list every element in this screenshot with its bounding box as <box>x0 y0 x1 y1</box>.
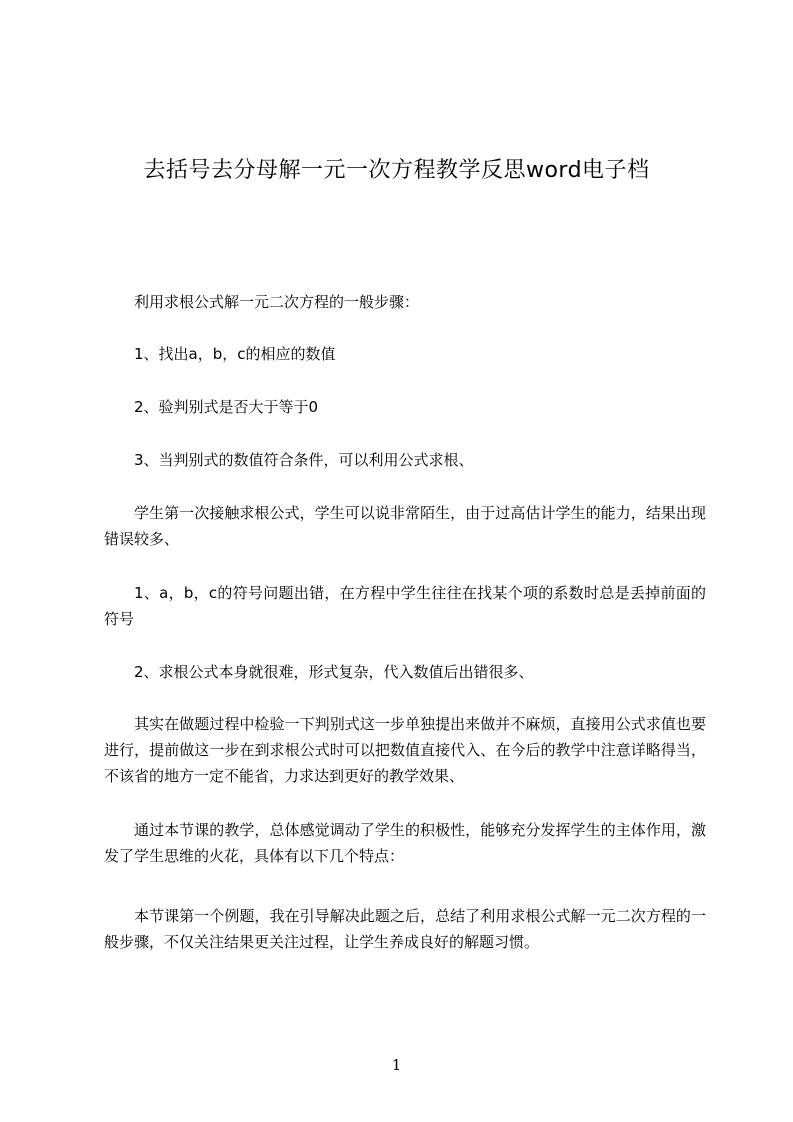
paragraph-error-1: 1、a，b，c的符号问题出错，在方程中学生往往在找某个项的系数时总是丢掉前面的符号 <box>104 584 706 628</box>
paragraph-lesson-summary: 通过本节课的教学，总体感觉调动了学生的积极性，能够充分发挥学生的主体作用，激发了学生思维的火花，具体有以下几个特点： <box>104 821 706 865</box>
paragraph-step-1: 1、找出a，b，c的相应的数值 <box>134 345 336 363</box>
document-title: 去括号去分母解一元一次方程教学反思word电子档 <box>143 157 650 183</box>
paragraph-discriminant-check: 其实在做题过程中检验一下判别式这一步单独提出来做并不麻烦，直接用公式求值也要进行，提前做这一步在到求根公式时可以把数值直接代入、在今后的教学中注意详略得当，不该省的地方一定不能省，力求达到更好的教学效果、 <box>104 715 706 785</box>
paragraph-step-3: 3、当判别式的数值符合条件，可以利用公式求根、 <box>134 451 474 469</box>
paragraph-step-2: 2、验判别式是否大于等于0 <box>134 398 319 416</box>
paragraph-error-2: 2、求根公式本身就很难，形式复杂，代入数值后出错很多、 <box>134 663 534 681</box>
paragraph-steps-intro: 利用求根公式解一元二次方程的一般步骤： <box>134 293 420 311</box>
paragraph-first-example: 本节课第一个例题，我在引导解决此题之后，总结了利用求根公式解一元二次方程的一般步骤，不仅关注结果更关注过程，让学生养成良好的解题习惯。 <box>104 907 706 951</box>
page-number: 1 <box>391 1056 402 1074</box>
paragraph-first-contact: 学生第一次接触求根公式，学生可以说非常陌生，由于过高估计学生的能力，结果出现错误较多、 <box>104 504 706 548</box>
